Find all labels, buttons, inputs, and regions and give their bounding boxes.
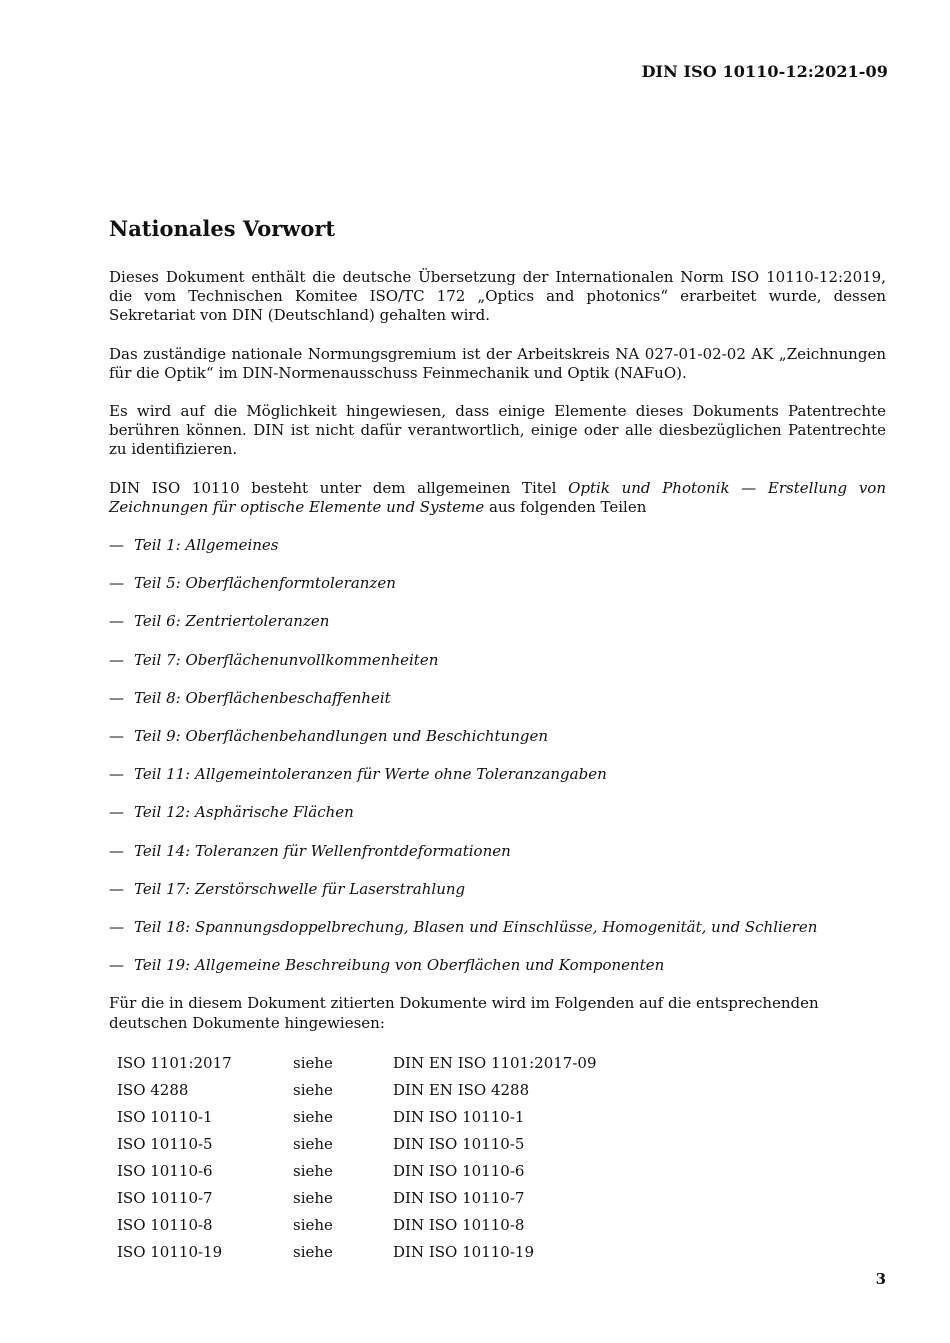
paragraph-patent-notice: Es wird auf die Möglichkeit hingewiesen, dass einige Elemente dieses Dokuments Patentrechte berühren können. DIN ist nicht dafür verantwortlich, einige oder alle diesbezüglichen Patentrechte zu identifizieren. xyxy=(109,402,886,459)
parts-list xyxy=(109,536,886,975)
iso-reference: ISO 1101:2017 xyxy=(117,1053,232,1072)
paragraph-series-intro xyxy=(109,479,886,517)
part-label: Teil 7: Oberflächenunvollkommenheiten xyxy=(134,650,439,669)
series-title: Optik und Photonik — Erstellung von Zeichnungen für optische Elemente und Systeme xyxy=(109,478,886,516)
page-title: Nationales Vorwort xyxy=(109,216,336,241)
see-label: siehe xyxy=(293,1053,333,1072)
dash-bullet: — xyxy=(109,918,124,937)
din-reference: DIN ISO 10110-1 xyxy=(393,1107,525,1126)
document-id: DIN ISO 10110-12:2021-09 xyxy=(641,62,888,81)
see-label: siehe xyxy=(293,1188,333,1207)
paragraph-translation-note: Dieses Dokument enthält die deutsche Übersetzung der Internationalen Norm ISO 10110-12:2019, die vom Technischen Komitee ISO/TC 172 „Optics and photonics“ erarbeitet wurde, dessen Sekretariat von DIN (Deutschland) gehalten wird. xyxy=(109,268,886,325)
series-intro-pre: DIN ISO 10110 besteht unter dem allgemeinen Titel xyxy=(109,478,569,497)
series-intro-post: aus folgenden Teilen xyxy=(484,497,647,516)
list-item xyxy=(109,765,886,784)
table-row xyxy=(117,1239,597,1266)
table-row xyxy=(117,1050,597,1077)
dash-bullet: — xyxy=(109,650,124,669)
dash-bullet: — xyxy=(109,765,124,784)
dash-bullet: — xyxy=(109,879,124,898)
part-label: Teil 14: Toleranzen für Wellenfrontdeformationen xyxy=(134,841,511,860)
dash-bullet: — xyxy=(109,688,124,707)
list-item xyxy=(109,727,886,746)
part-label: Teil 1: Allgemeines xyxy=(134,536,279,555)
list-item xyxy=(109,880,886,899)
list-item xyxy=(109,956,886,975)
see-label: siehe xyxy=(293,1080,333,1099)
iso-reference: ISO 10110-6 xyxy=(117,1161,213,1180)
page-content xyxy=(109,214,886,1266)
list-item xyxy=(109,536,886,555)
reference-table xyxy=(117,1050,597,1266)
list-item xyxy=(109,612,886,631)
list-item xyxy=(109,651,886,670)
table-row xyxy=(117,1077,597,1104)
table-row xyxy=(117,1104,597,1131)
see-label: siehe xyxy=(293,1134,333,1153)
see-label: siehe xyxy=(293,1161,333,1180)
dash-bullet: — xyxy=(109,727,124,746)
list-item xyxy=(109,918,886,937)
list-item xyxy=(109,689,886,708)
din-reference: DIN ISO 10110-6 xyxy=(393,1161,525,1180)
see-label: siehe xyxy=(293,1107,333,1126)
din-reference: DIN ISO 10110-7 xyxy=(393,1188,525,1207)
part-label: Teil 17: Zerstörschwelle für Laserstrahlung xyxy=(134,879,466,898)
list-item xyxy=(109,842,886,861)
din-reference: DIN EN ISO 1101:2017-09 xyxy=(393,1053,597,1072)
part-label: Teil 9: Oberflächenbehandlungen und Beschichtungen xyxy=(134,727,549,746)
part-label: Teil 6: Zentriertoleranzen xyxy=(134,612,330,631)
part-label: Teil 18: Spannungsdoppelbrechung, Blasen und Einschlüsse, Homogenität, und Schlieren xyxy=(134,918,818,937)
din-reference: DIN ISO 10110-8 xyxy=(393,1215,525,1234)
dash-bullet: — xyxy=(109,536,124,555)
see-label: siehe xyxy=(293,1242,333,1261)
paragraph-references-intro: Für die in diesem Dokument zitierten Dokumente wird im Folgenden auf die entsprechenden deutschen Dokumente hingewiesen: xyxy=(109,994,819,1032)
part-label: Teil 5: Oberflächenformtoleranzen xyxy=(134,574,396,593)
paragraph-committee: Das zuständige nationale Normungsgremium ist der Arbeitskreis NA 027-01-02-02 AK „Zeichnungen für die Optik“ im DIN-Normenausschuss Feinmechanik und Optik (NAFuO). xyxy=(109,344,886,382)
page-number: 3 xyxy=(875,1270,886,1288)
iso-reference: ISO 10110-1 xyxy=(117,1107,213,1126)
see-label: siehe xyxy=(293,1215,333,1234)
table-row xyxy=(117,1131,597,1158)
part-label: Teil 8: Oberflächenbeschaffenheit xyxy=(134,688,391,707)
din-reference: DIN ISO 10110-19 xyxy=(393,1242,534,1261)
iso-reference: ISO 4288 xyxy=(117,1080,189,1099)
dash-bullet: — xyxy=(109,803,124,822)
iso-reference: ISO 10110-8 xyxy=(117,1215,213,1234)
table-row xyxy=(117,1185,597,1212)
part-label: Teil 19: Allgemeine Beschreibung von Oberflächen und Komponenten xyxy=(134,956,665,975)
list-item xyxy=(109,574,886,593)
dash-bullet: — xyxy=(109,574,124,593)
iso-reference: ISO 10110-5 xyxy=(117,1134,213,1153)
iso-reference: ISO 10110-19 xyxy=(117,1242,223,1261)
dash-bullet: — xyxy=(109,956,124,975)
part-label: Teil 11: Allgemeintoleranzen für Werte ohne Toleranzangaben xyxy=(134,765,607,784)
part-label: Teil 12: Asphärische Flächen xyxy=(134,803,354,822)
dash-bullet: — xyxy=(109,612,124,631)
din-reference: DIN ISO 10110-5 xyxy=(393,1134,525,1153)
list-item xyxy=(109,803,886,822)
table-row xyxy=(117,1158,597,1185)
table-row xyxy=(117,1212,597,1239)
dash-bullet: — xyxy=(109,841,124,860)
iso-reference: ISO 10110-7 xyxy=(117,1188,213,1207)
din-reference: DIN EN ISO 4288 xyxy=(393,1080,530,1099)
